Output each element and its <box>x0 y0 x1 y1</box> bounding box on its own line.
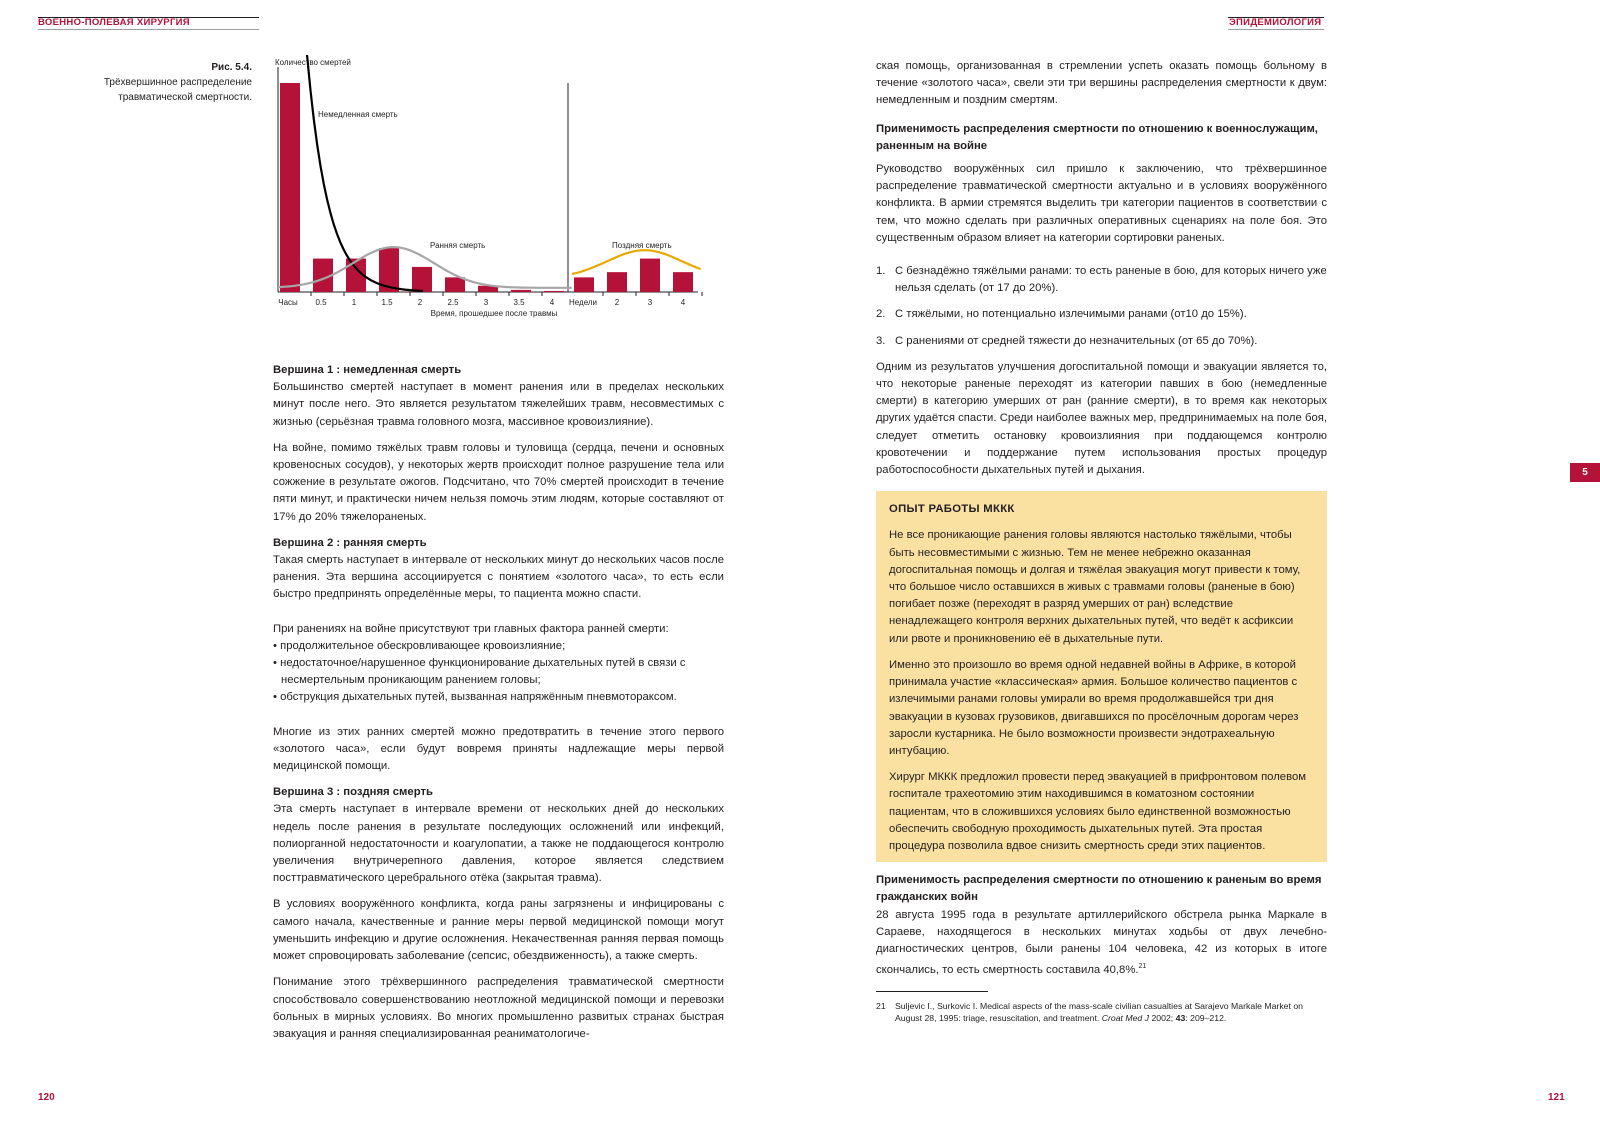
bar-week-1 <box>574 277 594 292</box>
bar-hours-2.5 <box>445 277 465 292</box>
bar-hours-0 <box>280 83 300 292</box>
x-tick-label: 1.5 <box>381 298 393 307</box>
icrc-box-paragraph-2: Именно это произошло во время одной недавней войны в Африке, в которой принимала участие «классическая» армия. Большое количество пациентов с излечимыми ранами головы умирали во время продолжавшейся три дня эвакуации в кузовах грузовиков, двигавшихся по просёлочным дорогам через заросли кустарника. Не было возможности произвести эндотрахеальную интубацию. <box>889 658 1299 757</box>
hours-axis-label: Часы <box>278 298 298 307</box>
footnote <box>876 1000 1327 1024</box>
x-tick-label: 4 <box>680 298 686 307</box>
factor-item: • обструкция дыхательных путей, вызванная напряжённым пневмотораксом. <box>273 691 677 704</box>
figure-caption-line-1: Трёхвершинное распределение <box>103 77 252 88</box>
x-tick-label: 2.5 <box>447 298 459 307</box>
peak-2-paragraph-2: Многие из этих ранних смертей можно предотвратить в течение этого первого «золотого часа», если будут вовремя приняты надлежащие меры первой медицинской помощи. <box>273 725 724 773</box>
icrc-box-paragraph-1: Не все проникающие ранения головы являются настолько тяжёлыми, чтобы быть несовместимыми с жизнью. Тем не менее небрежно оказанная догоспитальная помощь и долгая и тяжёлая эвакуация могут привести к тому, что большое число оставшихся в живых с травмами головы (раненые в бою) погибает позже (переходят в разряд умерших от ран) вследствие ненадлежащего контроля верхних дыхательных путей, что ведёт к асфиксии или рвоте и проникновению её в дыхательные пути. <box>889 529 1301 645</box>
x-tick-label: 3 <box>647 298 653 307</box>
civil-war-paragraph: 28 августа 1995 года в результате артиллерийского обстрела рынка Маркале в Сараеве, находящегося в нескольких минутах ходьбы от двух лечебно-диагностических центров, были ранены 104 человека, 42 из которых в итоге скончались, то есть смертность составила 40,8%.$^{21}$ <box>876 908 1327 976</box>
early-death-label: Ранняя смерть <box>430 241 486 250</box>
x-axis-label: Время, прошедшее после травмы <box>430 309 558 318</box>
immediate-death-label: Немедленная смерть <box>318 110 398 119</box>
casualty-categories-list <box>876 263 1327 350</box>
chapter-tab: 5 <box>1570 463 1600 482</box>
left-column <box>273 362 724 1052</box>
footnote-reference: 21 <box>1138 963 1147 971</box>
category-item: 1. С безнадёжно тяжёлыми ранами: то есть раненые в бою, для которых ничего уже нельзя сделать (от 17 до 20%). <box>876 265 1327 295</box>
right-column <box>876 58 1327 1024</box>
early-death-factors-list <box>273 638 724 707</box>
x-tick-label: 2 <box>614 298 620 307</box>
figure-caption-line-2: травматической смертности. <box>118 92 252 103</box>
trimodal-mortality-chart <box>270 55 720 330</box>
peak-3-heading: Вершина 3 : поздняя смерть <box>273 786 433 799</box>
peak-3-paragraph-2: В условиях вооружённого конфликта, когда раны загрязнены и инфицированы с самого начала, качественные и ранние меры первой медицинской помощи могут уменьшить инфекцию и другие осложнения. Некачественная ранняя первая помощь может спровоцировать заболевание (сепсис, обездвиженность), а также смерть. <box>273 898 724 963</box>
x-tick-label: 0.5 <box>315 298 327 307</box>
running-head-right: ЭПИДЕМИОЛОГИЯ <box>1229 17 1322 28</box>
bar-hours-4 <box>544 291 564 292</box>
running-head-left: ВОЕННО-ПОЛЕВАЯ ХИРУРГИЯ <box>38 17 190 28</box>
page-number-left: 120 <box>38 1092 55 1103</box>
peak-2-factors-intro: При ранениях на войне присутствуют три главных фактора ранней смерти: <box>273 622 669 635</box>
header-rule-left-bottom <box>38 29 259 30</box>
x-tick-label: 1 <box>351 298 357 307</box>
x-tick-label: 2 <box>417 298 423 307</box>
peak-3-paragraph-1: Эта смерть наступает в интервале времени от нескольких дней до нескольких недель после ранения в результате последующих осложнений или инфекций, полиорганной недостаточности и коагулопатии, а также не поддающегося контролю увеличения внутричерепного давления, которое является следствием посттравматического церебрального отёка (закрытая травма). <box>273 803 724 885</box>
continued-paragraph: ская помощь, организованная в стремлении успеть оказать помощь больному в течение «золотого часа», свели эти три вершины распределения смертности к двум: немедленным и поздним смертям. <box>876 60 1327 107</box>
peak-2-paragraph-1: Такая смерть наступает в интервале от нескольких минут до нескольких часов после ранения. Эта вершина ассоциируется с понятием «золотого часа», то есть если быстро предпринять определённые меры, то пациента можно спасти. <box>273 554 724 601</box>
late-death-label: Поздняя смерть <box>612 241 672 250</box>
page-number-right: 121 <box>1548 1092 1565 1103</box>
peak-2-heading: Вершина 2 : ранняя смерть <box>273 536 427 549</box>
factor-item: • недостаточное/нарушенное функционирование дыхательных путей в связи с несмертельным проникающим ранением головы; <box>273 657 686 687</box>
icrc-box-paragraph-3: Хирург МККК предложил провести перед эвакуацией в прифронтовом полевом госпитале трахеотомию этим находившимся в коматозном состоянии пациентам, что в сложившихся условиях было единственной возможностью обеспечить свободную проходимость дыхательных путей. Эта простая процедура позволила вдвое снизить смертность среди этих пациентов. <box>889 771 1307 852</box>
footnote-number: 21 <box>876 1001 886 1012</box>
y-axis-label: Количество смертей <box>275 58 351 67</box>
icrc-box-title: ОПЫТ РАБОТЫ МККК <box>889 503 1015 516</box>
bar-hours-3.5 <box>511 290 531 292</box>
x-tick-label: 3 <box>483 298 489 307</box>
bar-week-2 <box>607 272 627 292</box>
icrc-experience-box <box>876 491 1327 862</box>
figure-label: Рис. 5.4. <box>211 62 252 73</box>
footnote-rule <box>876 991 988 992</box>
figure-caption <box>40 60 252 105</box>
military-applicability-heading: Применимость распределения смертности по отношению к военнослужащим, раненным на войне <box>876 122 1318 152</box>
peak-3-paragraph-3: Понимание этого трёхвершинного распределения травматической смертности способствовало совершенствованию неотложной медицинской помощи и перевозки больных в мирных условиях. Во многих промышленно развитых странах быстрая эвакуация и ранняя специализированная реаниматологиче- <box>273 976 724 1040</box>
bar-week-4 <box>673 272 693 292</box>
x-tick-label: 3.5 <box>513 298 525 307</box>
bar-week-3 <box>640 259 660 292</box>
category-item: 3. С ранениями от средней тяжести до незначительных (от 65 до 70%). <box>876 334 1258 347</box>
military-applicability-paragraph: Руководство вооружённых сил пришло к заключению, что трёхвершинное распределение травматической смертности актуально и в условиях вооружённого конфликта. В армии стремятся выделить три категории пациентов в соответствии с тем, что можно сделать при различных оперативных сценариях на поле боя. Это существенным образом влияет на категории сортировки раненых. <box>876 163 1327 244</box>
peak-1-heading: Вершина 1 : немедленная смерть <box>273 364 462 376</box>
peak-1-paragraph-1: Большинство смертей наступает в момент ранения или в пределах нескольких минут после него. Это является результатом тяжелейших травм, несовместимых с жизнью (серьёзная травма головного мозга, массивное кровоизлияние). <box>273 381 724 428</box>
header-rule-right-bottom <box>1228 29 1324 30</box>
peak-1-paragraph-2: На войне, помимо тяжёлых травм головы и туловища (сердца, печени и основных кровеносных сосудов), у некоторых жертв происходит полное разрушение тела или сожжение в результате ожогов. Подсчитано, что 70% смертей происходит в течение пяти минут, и практически ничем нельзя помочь этим людям, которые составляют от 17% до 20% тяжелораненых. <box>273 441 724 523</box>
civil-war-heading: Применимость распределения смертности по отношению к раненым во время гражданских войн <box>876 874 1322 904</box>
category-item: 2. С тяжёлыми, но потенциально излечимыми ранами (от10 до 15%). <box>876 308 1247 321</box>
x-tick-label: 4 <box>549 298 555 307</box>
prehospital-care-paragraph: Одним из результатов улучшения догоспитальной помощи и эвакуации является то, что некоторые раненые переходят из категории павших в бою (немедленные смерти) в категорию умерших от ран (ранние смерти), в то время как некоторых других удаётся спасти. Среди наиболее важных мер, предпринимаемых на поле боя, следует отметить остановку кровоизлияния при поддающемся контролю кровотечении и поддержание путем использования простых процедур работоспособности дыхательных путей и дыхания. <box>876 360 1327 477</box>
late-death-curve <box>572 250 701 274</box>
factor-item: • продолжительное обескровливающее кровоизлияние; <box>273 639 566 652</box>
footnote-text: Suljevic I., Surkovic I. Medical aspects of the mass-scale civilian casualties at Sarajevo Markale Market on August 28, 1995: triage, resuscitation, and treatment. Croat Med J 2002; 43: 209–212. <box>895 1001 1303 1024</box>
weeks-axis-label: Недели <box>568 298 598 307</box>
bar-hours-2 <box>412 267 432 292</box>
